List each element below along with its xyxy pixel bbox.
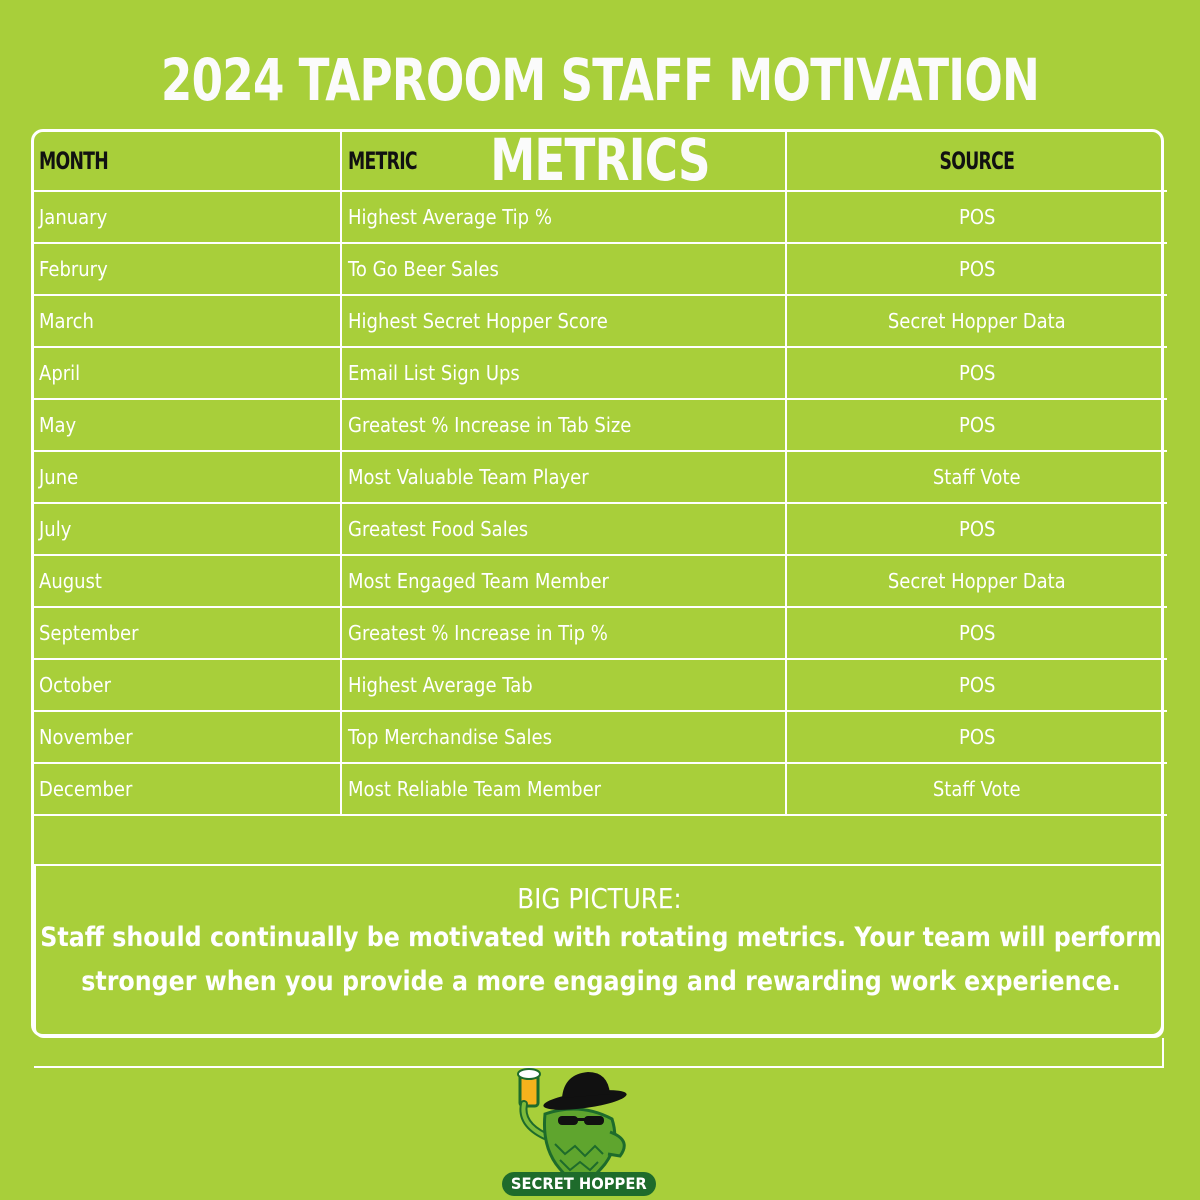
logo-label: SECRET HOPPER (502, 1172, 656, 1196)
cell-source: POS (786, 347, 1167, 399)
cell-month: January (33, 191, 341, 243)
table-row (33, 347, 1167, 399)
cell-metric: Highest Secret Hopper Score (341, 295, 786, 347)
cell-metric: Greatest Food Sales (341, 503, 786, 555)
cell-metric: Greatest % Increase in Tip % (341, 607, 786, 659)
table-row (33, 191, 1167, 243)
table-row (33, 399, 1167, 451)
big-picture-line-1: Staff should continually be motivated with rotating metrics. Your team will perform (40, 922, 1162, 953)
cell-source: POS (786, 607, 1167, 659)
page-title: 2024 TAPROOM STAFF MOTIVATION METRICS (160, 46, 1040, 194)
cell-metric: Most Reliable Team Member (341, 763, 786, 815)
table-row (33, 711, 1167, 763)
cell-source: POS (786, 711, 1167, 763)
cell-metric: Highest Average Tip % (341, 191, 786, 243)
cell-source: POS (786, 503, 1167, 555)
big-picture-heading: BIG PICTURE: (516, 882, 682, 915)
divider (1162, 1038, 1164, 1068)
header-metric: METRIC (341, 131, 786, 191)
cell-metric: Highest Average Tab (341, 659, 786, 711)
cell-source: POS (786, 399, 1167, 451)
header-source: SOURCE (786, 131, 1167, 191)
cell-metric: Most Engaged Team Member (341, 555, 786, 607)
cell-month: September (33, 607, 341, 659)
cell-source: POS (786, 191, 1167, 243)
big-picture-text (38, 916, 1164, 1004)
cell-metric: Most Valuable Team Player (341, 451, 786, 503)
cell-month: December (33, 763, 341, 815)
table-row (33, 763, 1167, 815)
cell-month: Februry (33, 243, 341, 295)
cell-source: Staff Vote (786, 451, 1167, 503)
cell-source: Staff Vote (786, 763, 1167, 815)
table-header-row (33, 131, 1167, 191)
table-row (33, 503, 1167, 555)
header-month: MONTH (33, 131, 341, 191)
cell-month: May (33, 399, 341, 451)
cell-month: August (33, 555, 341, 607)
table-row (33, 295, 1167, 347)
table-row (33, 451, 1167, 503)
table-row (33, 659, 1167, 711)
cell-month: June (33, 451, 341, 503)
cell-source: POS (786, 243, 1167, 295)
cell-month: April (33, 347, 341, 399)
table-row (33, 607, 1167, 659)
cell-metric: Email List Sign Ups (341, 347, 786, 399)
cell-metric: Greatest % Increase in Tab Size (341, 399, 786, 451)
cell-month: July (33, 503, 341, 555)
metrics-table (33, 131, 1167, 816)
cell-metric: Top Merchandise Sales (341, 711, 786, 763)
cell-source: Secret Hopper Data (786, 295, 1167, 347)
table-row (33, 555, 1167, 607)
cell-month: November (33, 711, 341, 763)
cell-source: POS (786, 659, 1167, 711)
big-picture-line-2: stronger when you provide a more engaging and rewarding work experience. (81, 966, 1121, 997)
cell-month: March (33, 295, 341, 347)
cell-month: October (33, 659, 341, 711)
cell-metric: To Go Beer Sales (341, 243, 786, 295)
cell-source: Secret Hopper Data (786, 555, 1167, 607)
big-picture-box (34, 864, 1164, 1038)
table-row (33, 243, 1167, 295)
